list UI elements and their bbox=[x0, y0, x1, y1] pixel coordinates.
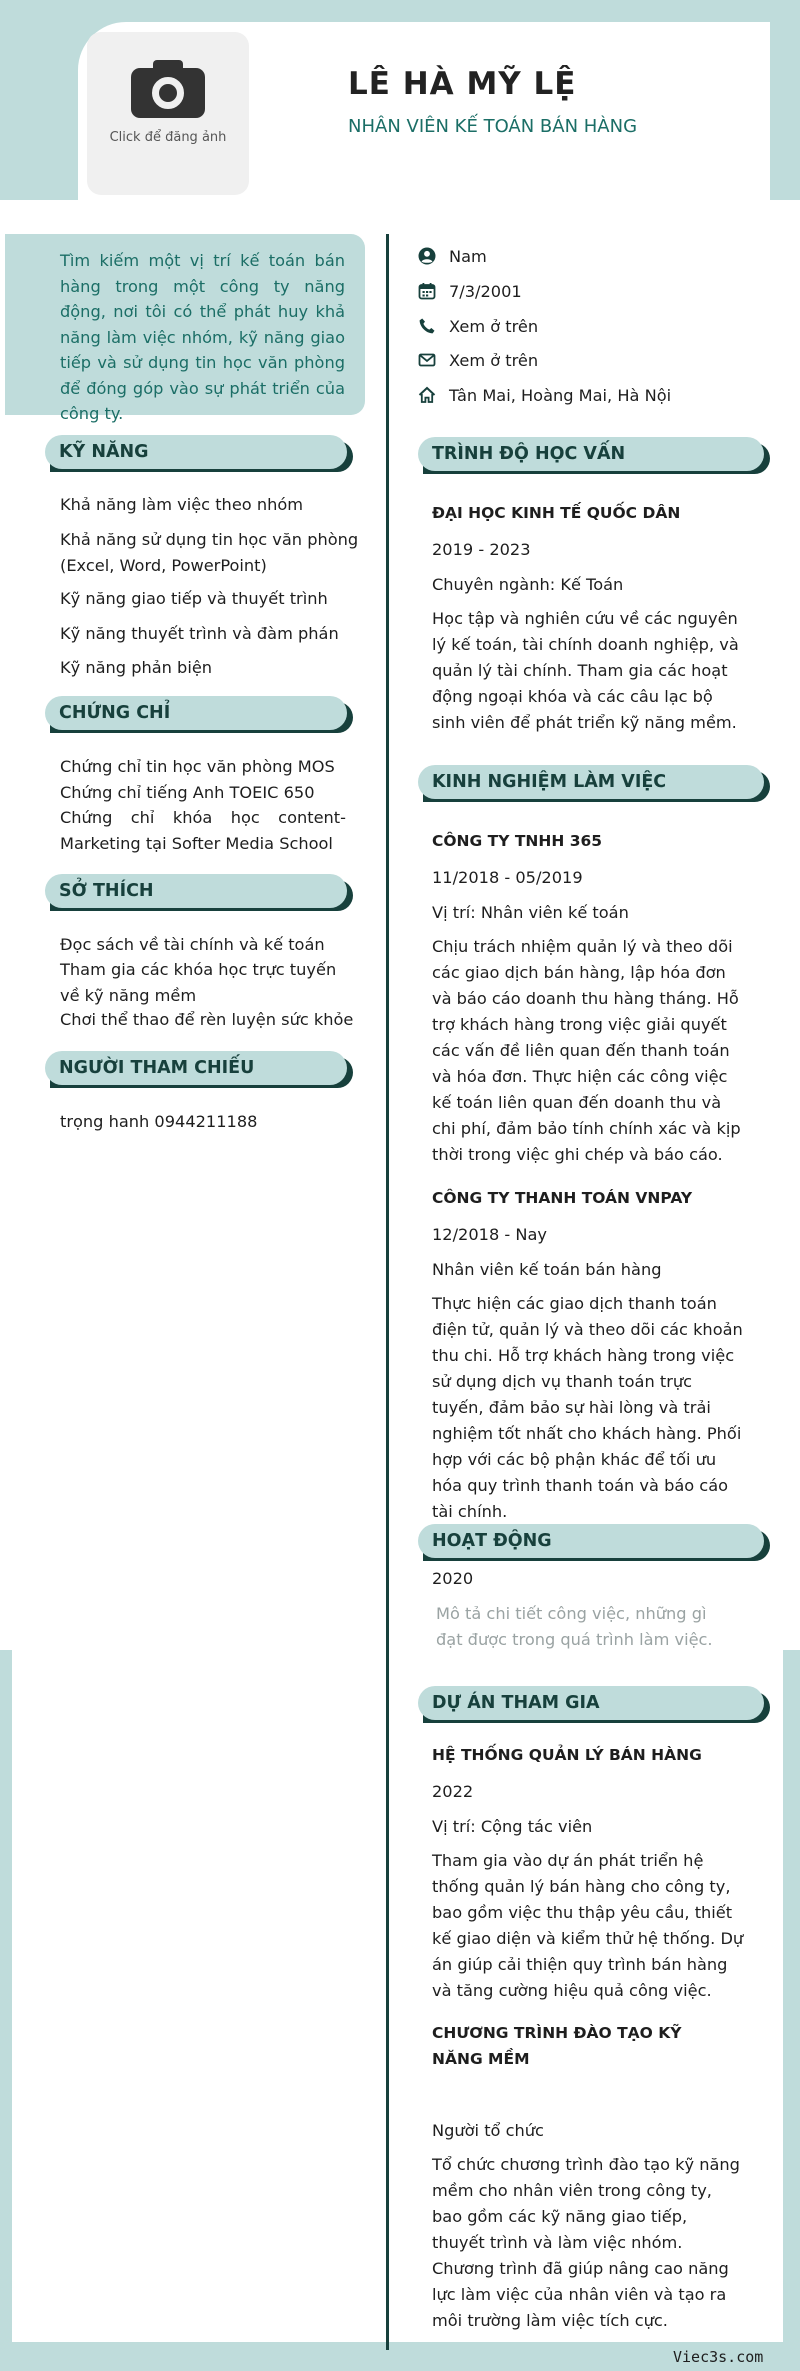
skill-item: Khả năng sử dụng tin học văn phòng (Excel, Word, PowerPoint) bbox=[60, 530, 359, 575]
avatar-upload[interactable] bbox=[87, 32, 249, 195]
experience-heading: KINH NGHIỆM LÀM VIỆC bbox=[418, 765, 764, 799]
contact-gender bbox=[418, 244, 487, 268]
activities-section-header bbox=[418, 1524, 764, 1558]
certificate-item: Chứng chỉ tiếng Anh TOEIC 650 bbox=[60, 783, 315, 802]
envelope-icon bbox=[418, 351, 436, 369]
reference-contact: trọng hanh 0944211188 bbox=[60, 1112, 258, 1131]
project-name: HỆ THỐNG QUẢN LÝ BÁN HÀNG bbox=[432, 1746, 702, 1764]
hobby-item: Chơi thể thao để rèn luyện sức khỏe bbox=[60, 1010, 354, 1029]
project-description: Tham gia vào dự án phát triển hệ thống quản lý bán hàng cho công ty, bao gồm việc thu thập yêu cầu, thiết kế giao diện và kiểm thử hệ thống. Dự án giúp cải thiện quy trình bán hàng và tăng cường hiệu quả công việc. bbox=[432, 1851, 744, 2000]
experience-section-header bbox=[418, 765, 764, 799]
contact-birthday bbox=[418, 279, 522, 303]
activity-description-placeholder[interactable]: Mô tả chi tiết công việc, những gì đạt được trong quá trình làm việc. bbox=[436, 1604, 713, 1649]
site-watermark: Viec3s.com bbox=[673, 2348, 764, 2366]
job-company: CÔNG TY TNHH 365 bbox=[432, 832, 603, 850]
projects-heading: DỰ ÁN THAM GIA bbox=[418, 1686, 764, 1720]
home-icon bbox=[418, 386, 436, 404]
birthday-value: 7/3/2001 bbox=[449, 281, 522, 301]
projects-section-header bbox=[418, 1686, 764, 1720]
references-section-header bbox=[45, 1051, 347, 1085]
column-divider bbox=[386, 234, 389, 2350]
job-position: Vị trí: Nhân viên kế toán bbox=[432, 903, 629, 922]
education-period: 2019 - 2023 bbox=[432, 540, 531, 559]
contact-phone bbox=[418, 314, 538, 338]
hobbies-section-header bbox=[45, 874, 347, 908]
camera-icon bbox=[131, 60, 205, 118]
calendar-icon bbox=[418, 282, 436, 300]
activities-heading: HOẠT ĐỘNG bbox=[418, 1524, 764, 1558]
job-description: Chịu trách nhiệm quản lý và theo dõi các giao dịch bán hàng, lập hóa đơn và báo cáo doanh thu hàng tháng. Hỗ trợ khách hàng trong việc giải quyết các vấn đề liên quan đến thanh toán và hóa đơn. Thực hiện các công việc kế toán liên quan đến doanh thu và chi phí, đảm bảo tính chính xác và kịp thời trong việc ghi chép và báo cáo. bbox=[432, 937, 741, 1164]
education-description: Học tập và nghiên cứu về các nguyên lý kế toán, tài chính doanh nghiệp, và quản lý tài chính. Tham gia các hoạt động ngoại khóa và các câu lạc bộ sinh viên để phát triển kỹ năng mềm. bbox=[432, 609, 739, 732]
education-heading: TRÌNH ĐỘ HỌC VẤN bbox=[418, 437, 764, 471]
job-description: Thực hiện các giao dịch thanh toán điện tử, quản lý và theo dõi các khoản thu chi. Hỗ trợ khách hàng trong việc sử dụng dịch vụ thanh toán trực tuyến, đảm bảo sự hài lòng và trải nghiệm tốt nhất cho khách hàng. Phối hợp với các bộ phận khác để tối ưu hóa quy trình thanh toán và báo cáo tài chính. bbox=[432, 1294, 743, 1521]
education-major: Chuyên ngành: Kế Toán bbox=[432, 575, 624, 594]
bottom-left-band bbox=[0, 1650, 12, 2371]
career-objective: Tìm kiếm một vị trí kế toán bán hàng trong một công ty năng động, nơi tôi có thể phát huy khả năng làm việc nhóm, kỹ năng giao tiếp và sử dụng tin học văn phòng để đóng góp vào sự phát triển của công ty. bbox=[5, 234, 365, 415]
candidate-name: LÊ HÀ MỸ LỆ bbox=[348, 66, 577, 102]
skill-item: Kỹ năng phản biện bbox=[60, 658, 213, 677]
gender-value: Nam bbox=[449, 246, 487, 266]
project-description: Tổ chức chương trình đào tạo kỹ năng mềm cho nhân viên trong công ty, bao gồm các kỹ năng giao tiếp, thuyết trình và làm việc nhóm. Chương trình đã giúp nâng cao năng lực làm việc của nhân viên và tạo ra môi trường làm việc tích cực. bbox=[432, 2155, 740, 2330]
bottom-right-band bbox=[783, 1650, 800, 2371]
references-heading: NGƯỜI THAM CHIẾU bbox=[45, 1051, 347, 1085]
education-section-header bbox=[418, 437, 764, 471]
user-icon bbox=[418, 247, 436, 265]
project-role: Người tổ chức bbox=[432, 2121, 544, 2140]
hobby-item: Tham gia các khóa học trực tuyến về kỹ năng mềm bbox=[60, 960, 337, 1005]
address-value: Tân Mai, Hoàng Mai, Hà Nội bbox=[449, 385, 672, 405]
candidate-title: NHÂN VIÊN KẾ TOÁN BÁN HÀNG bbox=[348, 116, 638, 137]
contact-address bbox=[418, 383, 671, 407]
project-name: CHƯƠNG TRÌNH ĐÀO TẠO KỸ NĂNG MỀM bbox=[432, 2024, 682, 2068]
job-company: CÔNG TY THANH TOÁN VNPAY bbox=[432, 1189, 693, 1207]
skill-item: Khả năng làm việc theo nhóm bbox=[60, 495, 304, 514]
certificate-item: Chứng chỉ khóa học content-Marketing tại Softer Media School bbox=[60, 808, 346, 853]
avatar-upload-label: Click để đăng ảnh bbox=[109, 130, 227, 145]
certificates-heading: CHỨNG CHỈ bbox=[45, 696, 347, 730]
certificate-item: Chứng chỉ tin học văn phòng MOS bbox=[60, 757, 335, 776]
project-year: 2022 bbox=[432, 1782, 474, 1801]
job-period: 11/2018 - 05/2019 bbox=[432, 868, 583, 887]
email-value: Xem ở trên bbox=[449, 350, 539, 370]
skill-item: Kỹ năng giao tiếp và thuyết trình bbox=[60, 589, 328, 608]
skill-item: Kỹ năng thuyết trình và đàm phán bbox=[60, 624, 339, 643]
certificates-section-header bbox=[45, 696, 347, 730]
activity-year: 2020 bbox=[432, 1569, 474, 1588]
hobbies-heading: SỞ THÍCH bbox=[45, 874, 347, 908]
skills-section-header bbox=[45, 435, 347, 469]
phone-value: Xem ở trên bbox=[449, 316, 539, 336]
contact-email bbox=[418, 348, 538, 372]
education-school: ĐẠI HỌC KINH TẾ QUỐC DÂN bbox=[432, 504, 681, 522]
job-position: Nhân viên kế toán bán hàng bbox=[432, 1260, 662, 1279]
hobby-item: Đọc sách về tài chính và kế toán bbox=[60, 935, 325, 954]
phone-icon bbox=[418, 317, 436, 335]
project-role: Vị trí: Cộng tác viên bbox=[432, 1817, 593, 1836]
skills-heading: KỸ NĂNG bbox=[45, 435, 347, 469]
job-period: 12/2018 - Nay bbox=[432, 1225, 547, 1244]
